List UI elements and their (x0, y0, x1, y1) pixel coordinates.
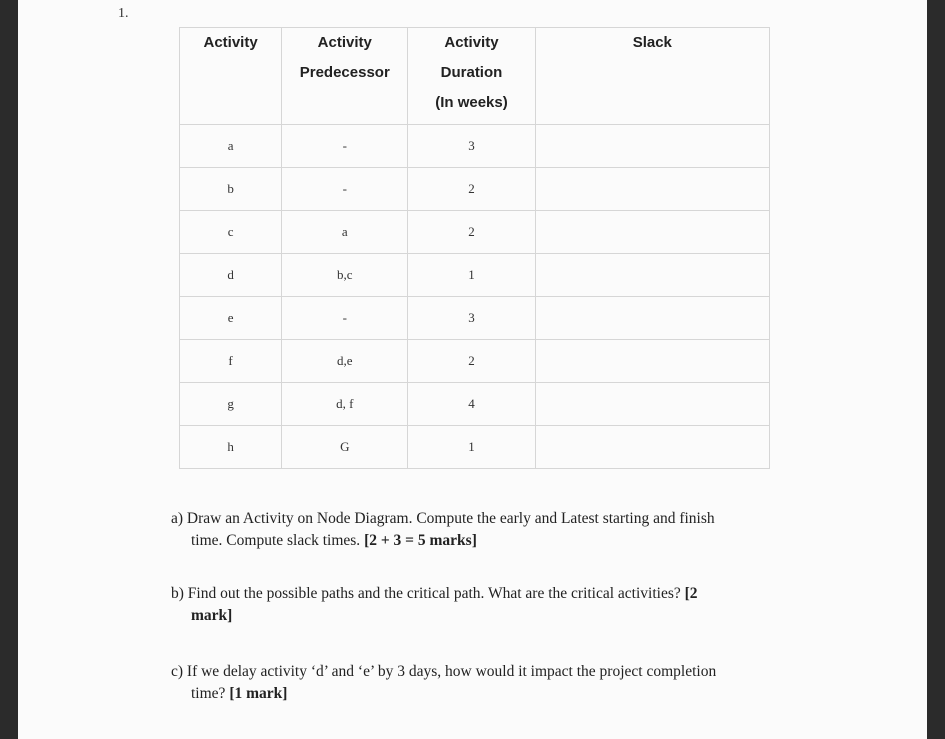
table-row (180, 125, 770, 168)
cell-duration: 2 (408, 168, 535, 211)
document-page (18, 0, 927, 739)
cell-activity: a (180, 125, 282, 168)
cell-activity: b (180, 168, 282, 211)
cell-slack (535, 168, 769, 211)
table-row (180, 383, 770, 426)
cell-predecessor: - (282, 125, 408, 168)
cell-duration: 1 (408, 254, 535, 297)
activity-table (179, 27, 770, 469)
cell-predecessor: b,c (282, 254, 408, 297)
cell-slack (535, 297, 769, 340)
cell-activity: d (180, 254, 282, 297)
cell-activity: c (180, 211, 282, 254)
cell-slack (535, 383, 769, 426)
table-row (180, 168, 770, 211)
header-activity: Activity (180, 28, 282, 125)
cell-duration: 4 (408, 383, 535, 426)
cell-slack (535, 340, 769, 383)
header-duration: Activity Duration (In weeks) (408, 28, 535, 125)
table-row (180, 211, 770, 254)
cell-predecessor: - (282, 168, 408, 211)
table-row (180, 340, 770, 383)
cell-duration: 2 (408, 340, 535, 383)
cell-activity: g (180, 383, 282, 426)
header-predecessor: Activity Predecessor (282, 28, 408, 125)
table-row (180, 254, 770, 297)
cell-predecessor: a (282, 211, 408, 254)
cell-slack (535, 211, 769, 254)
cell-predecessor: - (282, 297, 408, 340)
table-row (180, 297, 770, 340)
question-c: c) If we delay activity ‘d’ and ‘e’ by 3 days, how would it impact the project completion time? [1 mark] (171, 663, 717, 702)
cell-activity: f (180, 340, 282, 383)
cell-slack (535, 426, 769, 469)
header-slack: Slack (535, 28, 769, 125)
question-number: 1. (118, 6, 129, 21)
question-a: a) Draw an Activity on Node Diagram. Compute the early and Latest starting and finish time. Compute slack times. [2 + 3 = 5 marks] (171, 510, 715, 549)
cell-activity: e (180, 297, 282, 340)
cell-duration: 3 (408, 125, 535, 168)
table-header-row (180, 28, 770, 125)
table-row (180, 426, 770, 469)
question-b: b) Find out the possible paths and the critical path. What are the critical activities? [2 mark] (171, 585, 698, 624)
cell-activity: h (180, 426, 282, 469)
cell-slack (535, 254, 769, 297)
cell-predecessor: d,e (282, 340, 408, 383)
cell-predecessor: d, f (282, 383, 408, 426)
cell-predecessor: G (282, 426, 408, 469)
cell-duration: 2 (408, 211, 535, 254)
cell-duration: 3 (408, 297, 535, 340)
cell-slack (535, 125, 769, 168)
cell-duration: 1 (408, 426, 535, 469)
